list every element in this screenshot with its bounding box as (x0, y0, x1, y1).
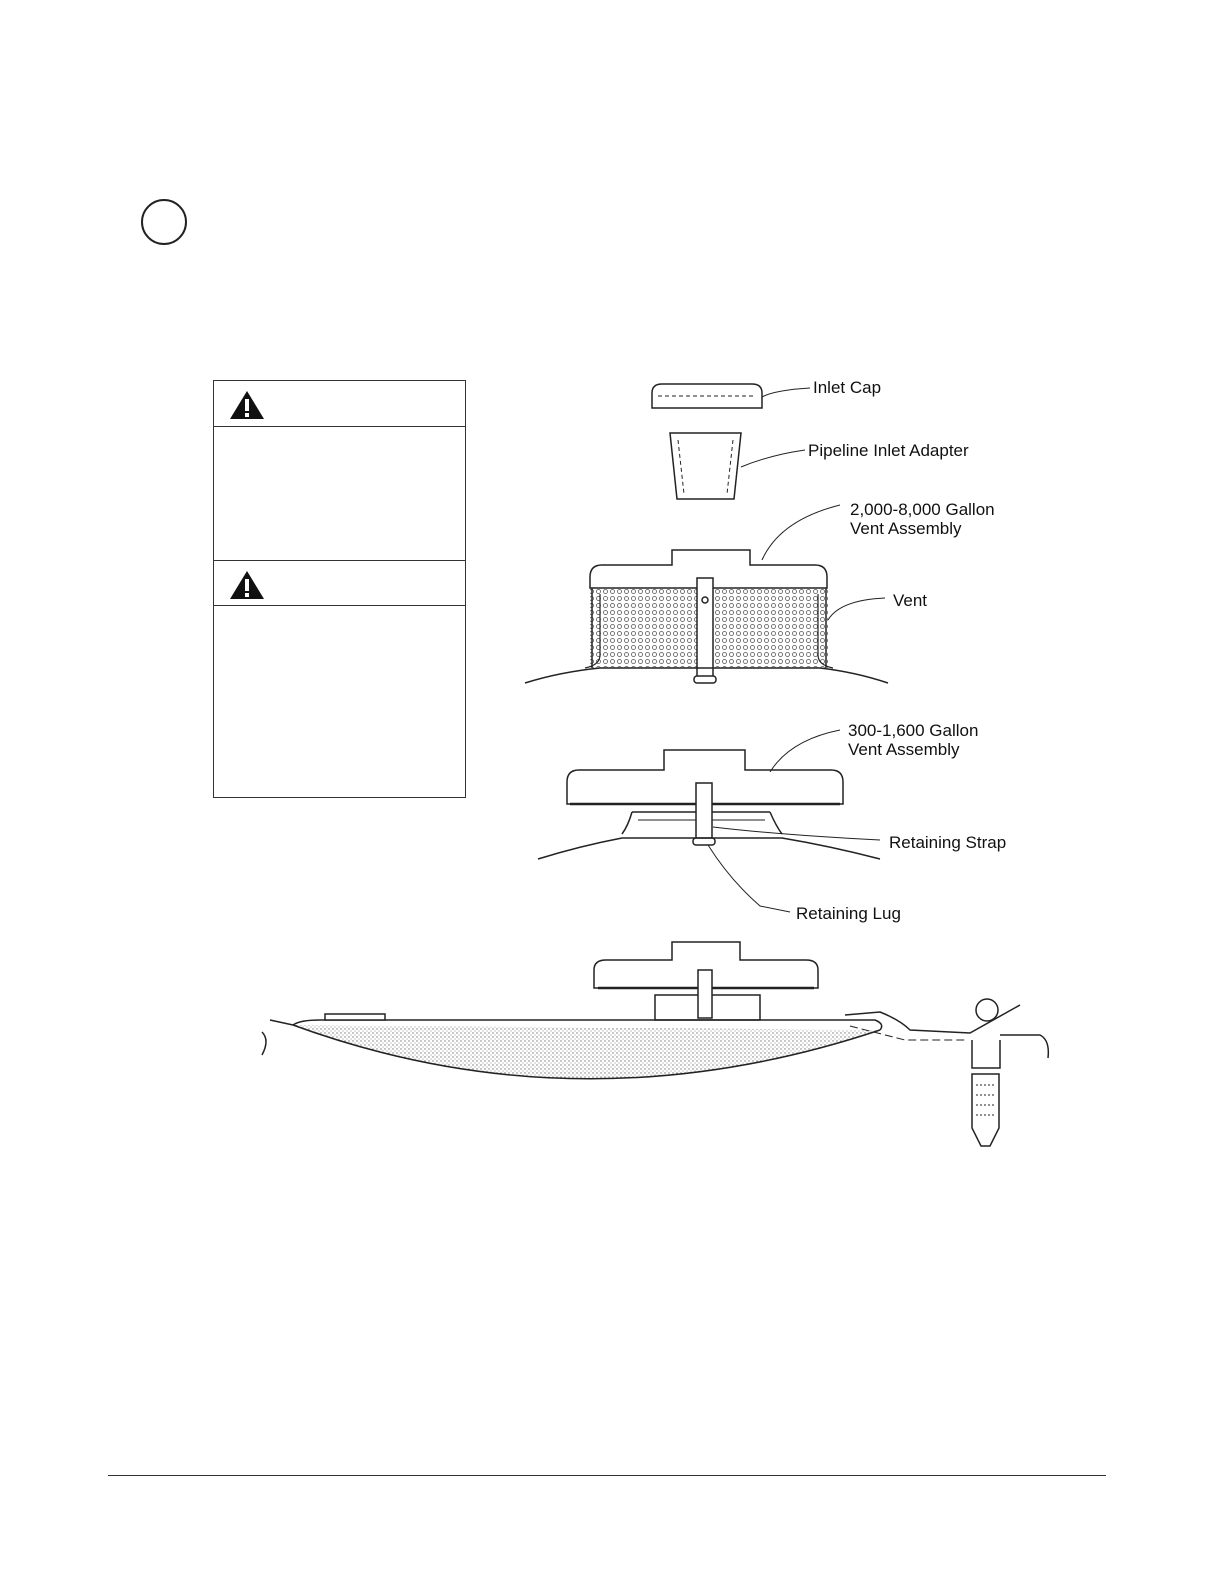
pipeline-inlet-adapter-part (670, 433, 741, 499)
large-vent-assembly-part (525, 550, 888, 683)
small-vent-assembly-label-line1: 300-1,600 Gallon (848, 721, 979, 740)
large-vent-assembly-label-line1: 2,000-8,000 Gallon (850, 500, 995, 519)
inlet-cap-part (652, 384, 762, 408)
pipeline-inlet-adapter-label: Pipeline Inlet Adapter (808, 441, 969, 460)
vent-label: Vent (893, 591, 928, 610)
footer-rule (108, 1475, 1106, 1476)
small-vent-assembly-label-line2: Vent Assembly (848, 740, 960, 759)
retaining-lug-label: Retaining Lug (796, 904, 901, 923)
retaining-strap-label: Retaining Strap (889, 833, 1007, 852)
vent-assembly-diagram (250, 360, 1070, 1160)
small-vent-assembly-part (538, 750, 880, 859)
step-marker-circle (141, 199, 187, 245)
inlet-cap-label: Inlet Cap (813, 378, 882, 397)
lid-assembly-part (262, 942, 1048, 1146)
large-vent-assembly-label-line2: Vent Assembly (850, 519, 962, 538)
